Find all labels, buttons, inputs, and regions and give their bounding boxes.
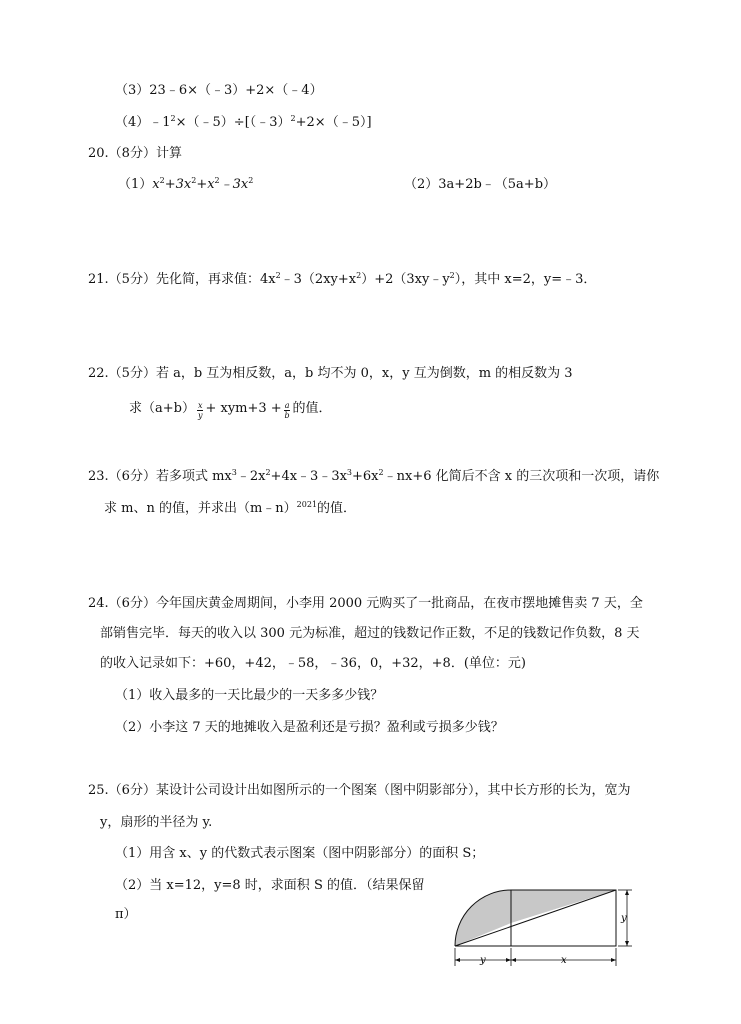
q19-item4 [115, 114, 372, 132]
q20-term: ﹣3x [219, 177, 249, 192]
q20-part2 [404, 176, 556, 194]
q24-line2: 部销售完毕．每天的收入以 300 元为标准，超过的钱数记作正数，不足的钱数记作负数，8 天 [100, 626, 640, 641]
q23-text: +4x﹣3﹣3x [270, 469, 347, 484]
q21-exp: 2 [449, 271, 455, 280]
q19-item4-c: ×（﹣5）÷[（﹣3） [175, 115, 291, 130]
q25-part2-cont: π） [115, 907, 137, 922]
q21-text-d: ），其中 x=2，y=﹣3． [454, 272, 597, 287]
q20-term: x [152, 177, 160, 192]
q20-exp: 2 [248, 176, 254, 185]
q22-line2-a: 求（a+b） [129, 401, 195, 416]
label-x-bottom: x [561, 955, 567, 966]
q20-part1-label: （1） [118, 177, 153, 192]
q20-term: +3x [164, 177, 192, 192]
q19-item4-exp1: 2 [170, 114, 176, 123]
q19-item4-exp2: 2 [290, 114, 296, 123]
fraction-x-over-y [197, 401, 204, 420]
q23-line2 [104, 500, 356, 518]
q20-term: +x [196, 177, 215, 192]
fraction-denominator: b [284, 411, 290, 420]
q20-exp: 2 [191, 176, 197, 185]
q23-exp: 3 [346, 468, 353, 477]
label-y-right: y [621, 913, 627, 924]
q20-exp: 2 [214, 176, 220, 185]
q19-item3: （3）23﹣6×（﹣3）+2×（﹣4） [115, 83, 323, 98]
q24-part2: （2）小李这 7 天的地摊收入是盈利还是亏损？盈利或亏损多少钱？ [115, 720, 504, 735]
q20-part2-expr: 3a+2b﹣（5a+b） [438, 177, 557, 192]
q23-text: ﹣2x [236, 469, 266, 484]
q23-text: +6x [352, 469, 379, 484]
q25-line1: 25.（6分）某设计公司设计出如图所示的一个图案（图中阴影部分），其中长方形的长为，宽为 [88, 783, 631, 798]
q21-text-a: 21.（5分）先化简，再求值：4x [88, 272, 276, 287]
q25-line2: y，扇形的半径为 y. [100, 815, 213, 830]
q19-item4-a: （4）﹣1 [115, 115, 171, 130]
q23-text: 23.（6分）若多项式 mx [88, 469, 232, 484]
q23-exp: 3 [231, 468, 237, 477]
q23-text: 的值． [317, 501, 357, 516]
q23-exp: 2 [378, 468, 384, 477]
q25-part1: （1）用含 x、y 的代数式表示图案（图中阴影部分）的面积 S； [115, 846, 485, 861]
q22-line2-b: + xym+3 + [205, 401, 282, 416]
q20-part1 [118, 176, 253, 194]
q25-part2: （2）当 x=12，y=8 时，求面积 S 的值．（结果保留 [115, 878, 425, 893]
q21-text [88, 271, 596, 289]
q21-text-c: ）+2（3xy﹣y [361, 272, 450, 287]
q23-text: 求 m、n 的值，并求出（m﹣n） [104, 501, 297, 516]
q24-part1: （1）收入最多的一天比最少的一天多多少钱？ [115, 688, 384, 703]
fraction-denominator: y [197, 411, 203, 420]
q21-text-b: ﹣3（2xy+x [280, 272, 357, 287]
q23-exp: 2 [265, 468, 271, 477]
q23-text: ﹣nx+6 化简后不含 x 的三次项和一次项，请你 [383, 469, 660, 484]
q20-header: 20.（8分）计算 [88, 146, 182, 161]
fraction-a-over-b [284, 401, 291, 420]
fraction-numerator: x [197, 401, 203, 410]
q20-part2-label: （2） [404, 177, 439, 192]
q22-line2 [129, 400, 332, 420]
fraction-numerator: a [284, 401, 290, 410]
q24-line3: 的收入记录如下：+60，+42，﹣58，﹣36，0，+32，+8．(单位：元) [100, 656, 526, 671]
q22-line1: 22.（5分）若 a，b 互为相反数，a，b 均不为 0，x，y 互为倒数，m 的相反数为 3 [88, 366, 573, 381]
q19-item4-e: +2×（﹣5）] [295, 115, 372, 130]
label-y-bottom: y [480, 955, 486, 966]
q24-line1: 24.（6分）今年国庆黄金周期间，小李用 2000 元购买了一批商品，在夜市摆地摊售卖 7 天，全 [88, 596, 643, 611]
shaded-pattern-figure [440, 860, 650, 975]
q21-exp: 2 [275, 271, 281, 280]
q22-line2-c: 的值． [292, 401, 332, 416]
q21-exp: 2 [356, 271, 362, 280]
q20-exp: 2 [159, 176, 165, 185]
q23-line1 [88, 468, 659, 486]
q23-exp: 2021 [296, 500, 318, 509]
